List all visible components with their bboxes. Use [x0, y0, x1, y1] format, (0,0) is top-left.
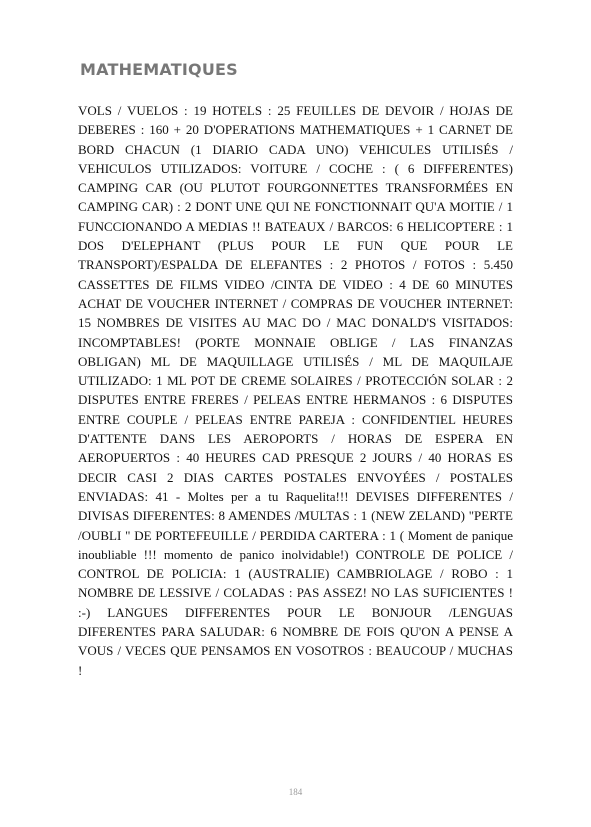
body-paragraph: VOLS / VUELOS : 19 HOTELS : 25 FEUILLES DE DEVOIR / HOJAS DE DEBERES : 160 + 20 D'OPERATIONS MATHEMATIQUES + 1 CARNET DE BORD CHACUN (1 DIARIO CADA UNO) VEHICULES UTILISÉS / VEHICULOS UTILIZADOS: VOITURE / COCHE : ( 6 DIFFERENTES) CAMPING CAR (OU PLUTOT FOURGONNETTES TRANSFORMÉES EN CAMPING CAR) : 2 DONT UNE QUI NE FONCTIONNAIT QU'A MOITIE / 1 FUNCCIONANDO A MEDIAS !! BATEAUX / BARCOS: 6 HELICOPTERE : 1 DOS D'ELEPHANT (PLUS POUR LE FUN QUE POUR LE TRANSPORT)/ESPALDA DE ELEFANTES : 2 PHOTOS / FOTOS : 5.450 CASSETTES DE FILMS VIDEO /CINTA DE VIDEO : 4 DE 60 MINUTES ACHAT DE VOUCHER INTERNET / COMPRAS DE VOUCHER INTERNET: 15 NOMBRES DE VISITES AU MAC DO / MAC DONALD'S VISITADOS: INCOMPTABLES! (PORTE MONNAIE OBLIGE / LAS FINANZAS OBLIGAN) ML DE MAQUILLAGE UTILISÉS / ML DE MAQUILAJE UTILIZADO: 1 ML POT DE CREME SOLAIRES / PROTECCIÓN SOLAR : 2 DISPUTES ENTRE FRERES / PELEAS ENTRE HERMANOS : 6 DISPUTES ENTRE COUPLE / PELEAS ENTRE PAREJA : CONFIDENTIEL HEURES D'ATTENTE DANS LES AEROPORTS / HORAS DE ESPERA EN AEROPUERTOS : 40 HEURES CAD PRESQUE 2 JOURS / 40 HORAS ES DECIR CASI 2 DIAS CARTES POSTALES ENVOYÉES / POSTALES ENVIADAS: 41 - Moltes per a tu Raquelita!!! DEVISES DIFFERENTES / DIVISAS DIFERENTES: 8 AMENDES /MULTAS : 1 (NEW ZELAND) "PERTE /OUBLI " DE PORTEFEUILLE / PERDIDA CARTERA : 1 ( Moment de panique inoubliable !!! momento de panico inolvidable!) CONTROLE DE POLICE / CONTROL DE POLICIA: 1 (AUSTRALIE) CAMBRIOLAGE / ROBO : 1 NOMBRE DE LESSIVE / COLADAS : PAS ASSEZ! NO LAS SUFICIENTES ! :-) LANGUES DIFFERENTES POUR LE BONJOUR /LENGUAS DIFERENTES PARA SALUDAR: 6 NOMBRE DE FOIS QU'ON A PENSE A VOUS / VECES QUE PENSAMOS EN VOSOTROS : BEAUCOUP / MUCHAS !: [78, 103, 513, 678]
section-heading: MATHEMATIQUES: [80, 60, 238, 79]
page-number: 184: [288, 787, 303, 797]
